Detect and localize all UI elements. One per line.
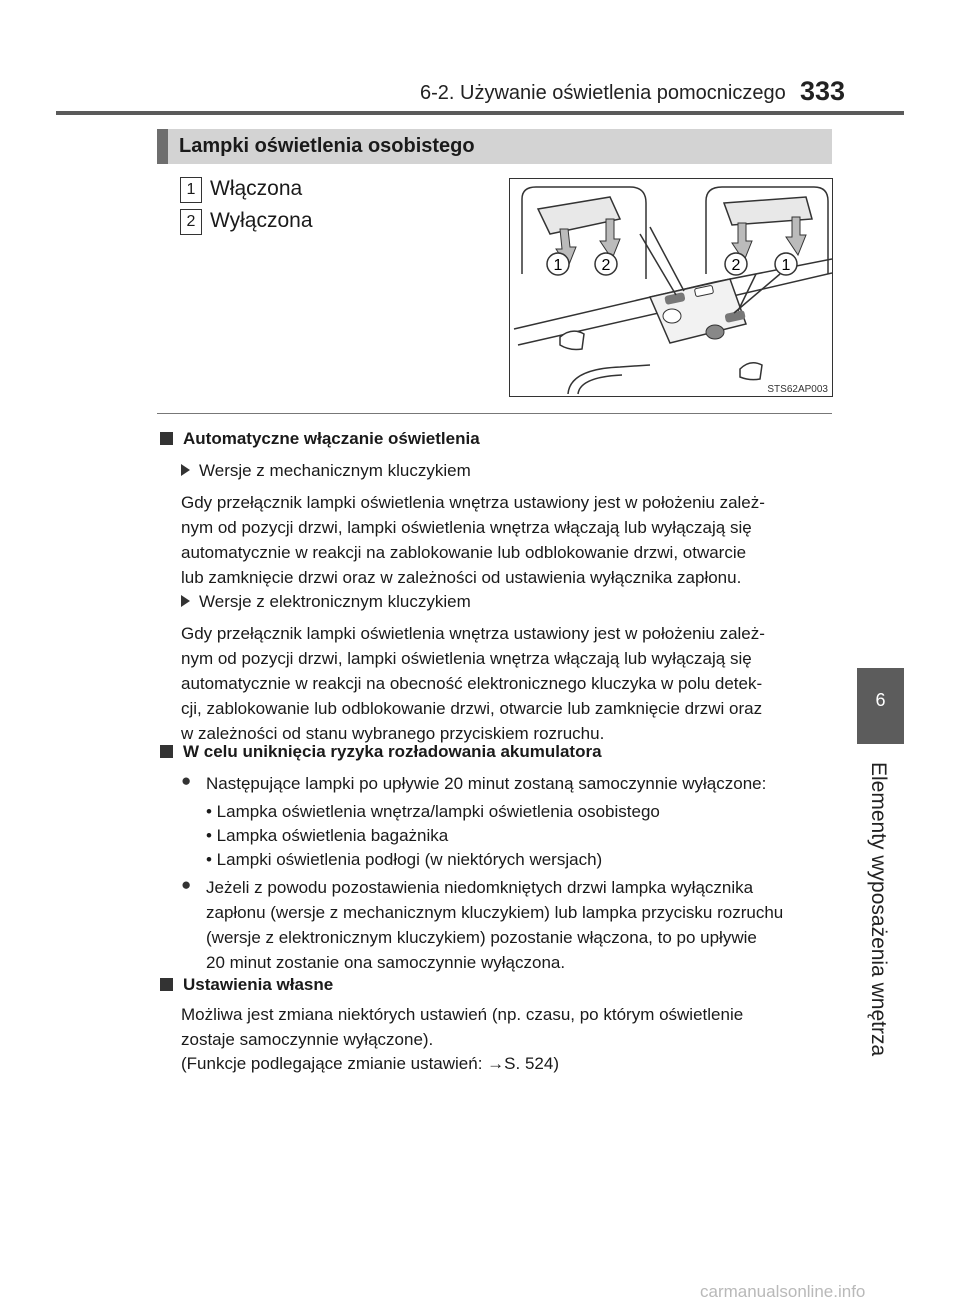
battery-heading: W celu uniknięcia ryzyka rozładowania akumulatora	[160, 742, 602, 762]
triangle-arrow-icon	[181, 595, 190, 607]
legend-item-off	[180, 209, 313, 235]
legend-label-on: Włączona	[210, 177, 303, 200]
legend-item-on	[180, 177, 302, 203]
figure-callouts-left	[547, 253, 617, 275]
page-number: 333	[800, 76, 846, 106]
mech-key-paragraph: Gdy przełącznik lampki oświetlenia wnętrza ustawiony jest w położeniu zależ- nym od pozycji drzwi, lampki oświetlenia wnętrza włączają lub wyłączają się automatycznie w reakcji na zablokowanie lub odblokowanie drzwi, otwarcie lub zamknięcie drzwi oraz w zależności od ustawienia wyłącznika zapłonu.	[181, 493, 765, 587]
figure-callout-right-1: 1	[781, 257, 791, 274]
section-heading	[157, 129, 832, 164]
legend-label-off: Wyłączona	[210, 209, 313, 232]
section-heading-bar	[157, 129, 168, 164]
list-item: • Lampki oświetlenia podłogi (w niektórych wersjach)	[206, 850, 603, 869]
custom-settings-paragraph: Możliwa jest zmiana niektórych ustawień (np. czasu, po którym oświetlenie zostaje samoczynnie wyłączone).	[181, 1005, 744, 1049]
chapter-tab-label: Elementy wyposażenia wnętrza	[867, 762, 890, 1057]
mech-key-label: Wersje z mechanicznym kluczykiem	[181, 461, 471, 481]
figure-callout-right-2: 2	[731, 257, 741, 274]
heading-square-icon	[160, 978, 173, 991]
bullet-dot-icon: ●	[181, 771, 192, 790]
list-item: • Lampka oświetlenia bagażnika	[206, 826, 449, 845]
chapter-title: 6-2. Używanie oświetlenia pomocniczego	[420, 82, 786, 104]
bullet-dot-icon: ●	[181, 875, 192, 894]
triangle-arrow-icon	[181, 464, 190, 476]
watermark: carmanualsonline.info	[700, 1282, 866, 1301]
battery-bullet-2: Jeżeli z powodu pozostawienia niedomkniętych drzwi lampka wyłącznika zapłonu (wersje z mechanicznym kluczykiem) lub lampka przycisku rozruchu (wersje z elektronicznym kluczykiem) pozostanie włączona, to po upływie 20 minut zostanie ona samoczynnie wyłączona.	[206, 878, 784, 972]
custom-settings-heading: Ustawienia własne	[160, 975, 333, 995]
figure-code: STS62AP003	[767, 384, 828, 395]
heading-square-icon	[160, 432, 173, 445]
legend-number-2: 2	[180, 209, 202, 235]
heading-square-icon	[160, 745, 173, 758]
custom-settings-reference: (Funkcje podlegające zmianie ustawień: →S. 524)	[181, 1054, 559, 1073]
figure-callout-left-2: 2	[601, 257, 611, 274]
legend-number-1: 1	[180, 177, 202, 203]
auto-lighting-heading: Automatyczne włączanie oświetlenia	[160, 429, 480, 449]
section-heading-text: Lampki oświetlenia osobistego	[179, 135, 475, 157]
figure-callouts-right	[725, 253, 797, 275]
chapter-tab-number: 6	[875, 690, 886, 710]
battery-bullet-1: Następujące lampki po upływie 20 minut zostaną samoczynnie wyłączone:	[206, 774, 767, 793]
illustration-drawing	[510, 179, 833, 397]
list-item: • Lampka oświetlenia wnętrza/lampki oświetlenia osobistego	[206, 802, 660, 821]
elec-key-label: Wersje z elektronicznym kluczykiem	[181, 592, 471, 612]
figure-callout-left-1: 1	[553, 257, 563, 274]
elec-key-paragraph: Gdy przełącznik lampki oświetlenia wnętrza ustawiony jest w położeniu zależ- nym od pozycji drzwi, lampki oświetlenia wnętrza włączają lub wyłączają się automatycznie w reakcji na obecność elektronicznego kluczyka w polu detek- cji, zablokowanie lub odblokowanie drzwi, otwarcie lub zamknięcie drzwi oraz w zależności od stanu wybranego przyciskiem rozruchu.	[181, 624, 765, 743]
section-divider	[157, 413, 832, 414]
personal-lights-illustration	[509, 178, 833, 397]
header-rule	[56, 111, 904, 115]
page-ref-arrow-icon: →	[487, 1054, 505, 1073]
page-ref-link[interactable]: S. 524)	[504, 1054, 559, 1073]
